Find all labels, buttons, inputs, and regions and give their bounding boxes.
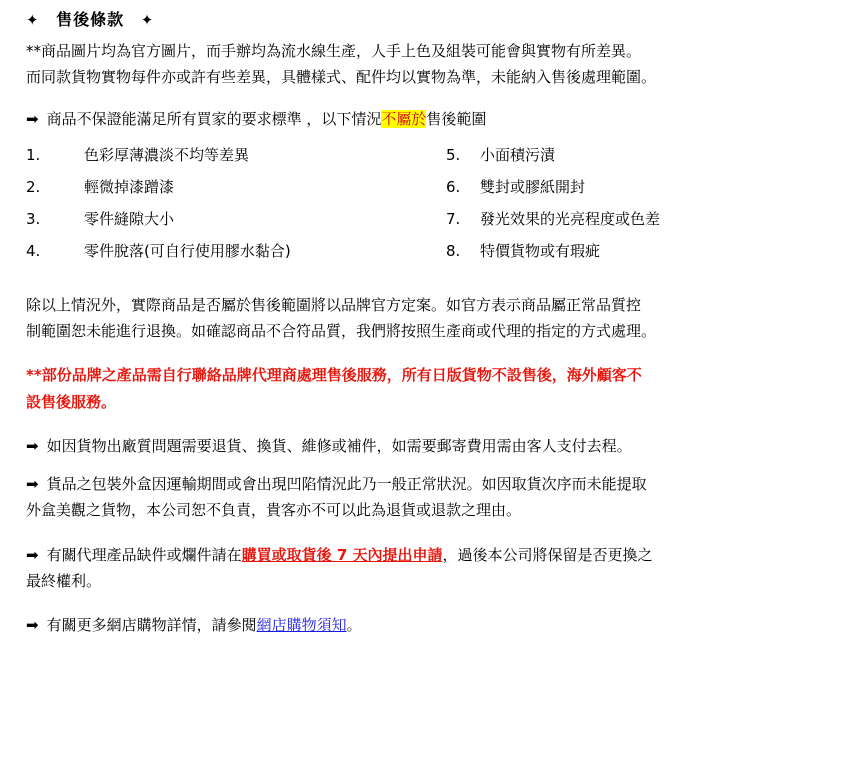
list-item-number: 6. [446,177,461,196]
list-item-label: 特價貨物或有瑕疵 [480,242,601,261]
policy-line-2: 制範圍恕未能進行退換。如確認商品不合符品質，我們將按照生產商或代理的指定的方式處理。 [26,321,657,340]
list-item-number: 7. [446,210,461,229]
list-item-number: 5. [446,145,461,164]
bullet-packaging-line-2: 外盒美觀之貨物，本公司恕不負責，貴客亦不可以此為退貨或退款之理由。 [26,501,522,520]
arrow-icon: ➡ [26,545,39,564]
exclusion-list-left [26,144,446,273]
arrow-icon: ➡ [26,110,39,129]
intro-line-2: 而同款貨物實物每件亦或許有些差異，具體樣式、配件均以實物為準，未能納入售後處理範圍。 [26,68,657,87]
notice-line [26,107,850,131]
bullet-packaging [26,472,850,523]
bullet-shipping-line [26,434,850,458]
agent-notice-line-2: 最終權利。 [26,572,102,591]
list-item [26,208,446,231]
diamond-icon: ✦ [26,11,40,29]
notice-text-part2: 售後範圍 [426,110,487,129]
agent-notice-text-part2: ，過後本公司將保留是否更換之 [442,545,653,564]
red-notice-line-1: **部份品牌之產品需自行聯絡品牌代理商處理售後服務，所有日版貨物不設售後，海外顧客不 [26,366,642,385]
agent-notice-text-part1: 有關代理產品缺件或爛件請在 [46,545,242,564]
list-item-number: 8. [446,242,461,261]
bullet-packaging-text-1: 貨品之包裝外盒因運輸期間或會出現凹陷情況此乃一般正常狀況。如因取貨次序而未能提取 [46,475,647,494]
list-item [446,208,846,231]
diamond-icon-right: ✦ [140,11,155,29]
list-item-label: 輕微掉漆蹭漆 [84,177,175,196]
bullet-packaging-line-1 [26,472,850,496]
list-item-label: 色彩厚薄濃淡不均等差異 [84,145,250,164]
bullet-shipping [26,434,850,458]
policy-section [26,293,850,344]
list-item-number: 3. [26,210,41,229]
exclusion-lists [26,144,850,273]
list-item [26,176,446,199]
agent-notice-line-1 [26,543,850,567]
arrow-icon: ➡ [26,616,39,635]
list-item [446,144,846,167]
exclusion-list-right [446,144,846,273]
spacer [26,91,850,107]
red-notice-line-2: 設售後服務。 [26,392,117,411]
page-title-text: 售後條款 [56,10,125,29]
page-title [26,8,850,33]
list-item-number: 4. [26,242,41,261]
final-notice-section [26,613,850,637]
final-notice-line [26,613,850,637]
final-notice-text-part1: 有關更多網店購物詳情，請參閱 [46,616,257,635]
list-item-number: 1. [26,145,41,164]
list-item-label: 小面積污漬 [480,145,556,164]
notice-highlight: 不屬於 [381,110,427,129]
agent-notice-section [26,543,850,594]
list-item [446,240,846,263]
list-item-label: 零件縫隙大小 [84,210,175,229]
intro-line-1: **商品圖片均為官方圖片，而手辦均為流水線生產，人手上色及組裝可能會與實物有所差異。 [26,41,642,60]
shopping-guide-link[interactable]: 網店購物須知 [256,616,347,635]
policy-line-1: 除以上情況外，實際商品是否屬於售後範圍將以品牌官方定案。如官方表示商品屬正常品質控 [26,295,642,314]
bullet-shipping-text: 如因貨物出廠質問題需要退貨、換貨、維修或補件，如需要郵寄費用需由客人支付去程。 [46,436,632,455]
list-item [446,176,846,199]
red-notice-section [26,363,850,414]
final-notice-text-part2: 。 [346,616,362,635]
list-item-number: 2. [26,177,41,196]
list-item [26,240,446,263]
agent-notice-emphasis: 購買或取貨後 7 天內提出申請 [241,545,443,564]
arrow-icon: ➡ [26,475,39,494]
notice-text-part1: 商品不保證能滿足所有買家的要求標準 ，以下情況 [46,110,382,129]
list-item-label: 雙封或膠紙開封 [480,177,586,196]
list-item [26,144,446,167]
list-item-label: 零件脫落(可自行使用膠水黏合) [84,242,291,261]
list-item-label: 發光效果的光亮程度或色差 [480,210,661,229]
arrow-icon: ➡ [26,436,39,455]
